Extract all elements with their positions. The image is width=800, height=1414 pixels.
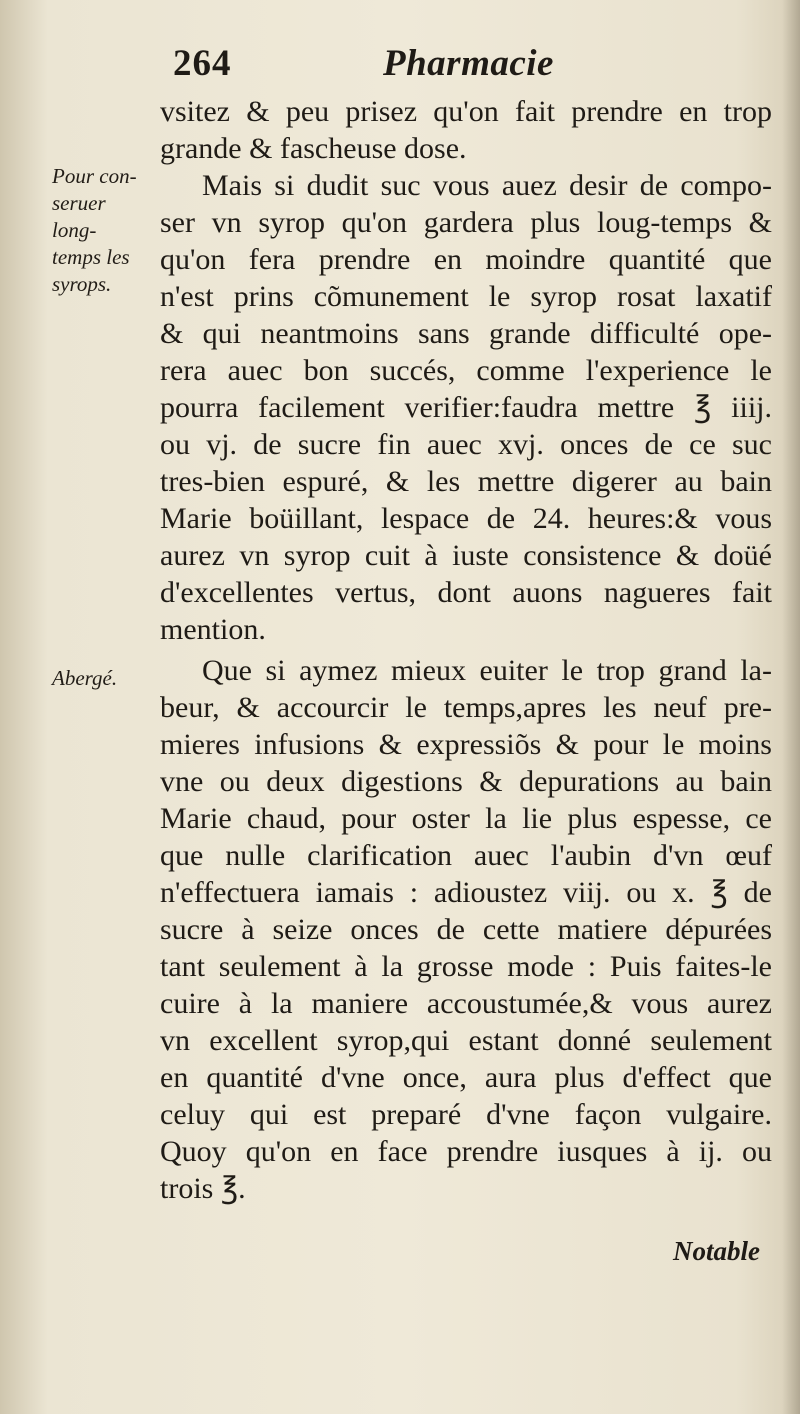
text-line: vne ou deux digestions & depurations au bain — [160, 765, 772, 798]
text-line: Que si aymez mieux euiter le trop grand la- — [202, 654, 772, 687]
text-line: sucre à seize onces de cette matiere dépurées — [160, 913, 772, 946]
text-line: celuy qui est preparé d'vne façon vulgaire. — [160, 1098, 772, 1131]
text-line: qu'on fera prendre en moindre quantité que — [160, 243, 772, 276]
text-line: n'est prins cõmunement le syrop rosat laxatif — [160, 280, 772, 313]
text-line: Mais si dudit suc vous auez desir de compo- — [202, 169, 772, 202]
margin-note-line: long- — [52, 218, 97, 242]
text-line: ou vj. de sucre fin auec xvj. onces de ce suc — [160, 428, 772, 461]
text-line: en quantité d'vne once, aura plus d'effect que — [160, 1061, 772, 1094]
margin-note-line: Abergé. — [52, 666, 118, 690]
text-line: cuire à la maniere accoustumée,& vous aurez — [160, 987, 772, 1020]
text-line: trois ℥. — [160, 1172, 246, 1205]
margin-note-aberge — [52, 665, 117, 692]
margin-note-preserve-syrups — [52, 163, 137, 298]
paragraph-syrup-recipe — [160, 167, 772, 648]
text-line: n'effectuera iamais : adioustez viij. ou x. ℥ de — [160, 876, 772, 909]
page-header — [165, 42, 585, 98]
margin-note-line: seruer — [52, 191, 106, 215]
text-line: tres-bien espuré, & les mettre digerer au bain — [160, 465, 772, 498]
running-head: Pharmacie — [383, 43, 554, 84]
text-line: pourra facilement verifier:faudra mettre ℥ iiij. — [160, 391, 772, 424]
text-line: que nulle clarification auec l'aubin d'vn œuf — [160, 839, 772, 872]
text-line: & qui neantmoins sans grande difficulté ope- — [160, 317, 772, 350]
margin-note-line: temps les — [52, 245, 130, 269]
text-line: beur, & accourcir le temps,apres les neuf pre- — [160, 691, 772, 724]
margin-note-line: Pour con- — [52, 164, 137, 188]
text-line: tant seulement à la grosse mode : Puis faites-le — [160, 950, 772, 983]
text-line: Marie chaud, pour oster la lie plus espesse, ce — [160, 802, 772, 835]
page-edge-shadow — [782, 0, 800, 1414]
text-line: aurez vn syrop cuit à iuste consistence & doüé — [160, 539, 772, 572]
text-line: vn excellent syrop,qui estant donné seulement — [160, 1024, 772, 1057]
text-line: ser vn syrop qu'on gardera plus loug-temps & — [160, 206, 772, 239]
text-line: Marie boüillant, lespace de 24. heures:& vous — [160, 502, 772, 535]
paragraph-abridged-method — [160, 652, 772, 1207]
text-line: mieres infusions & expressiõs & pour le moins — [160, 728, 772, 761]
text-line: grande & fascheuse dose. — [160, 132, 467, 165]
catchword: Notable — [673, 1236, 760, 1266]
text-line: rera auec bon succés, comme l'experience le — [160, 354, 772, 387]
text-line: mention. — [160, 613, 266, 646]
text-line: Quoy qu'on en face prendre iusques à ij. ou — [160, 1135, 772, 1168]
margin-note-line: syrops. — [52, 272, 112, 296]
text-line: d'excellentes vertus, dont auons nagueres fait — [160, 576, 772, 609]
paragraph-continuation — [160, 93, 772, 167]
text-line: vsitez & peu prisez qu'on fait prendre en trop — [160, 95, 772, 128]
page-number: 264 — [173, 43, 232, 84]
